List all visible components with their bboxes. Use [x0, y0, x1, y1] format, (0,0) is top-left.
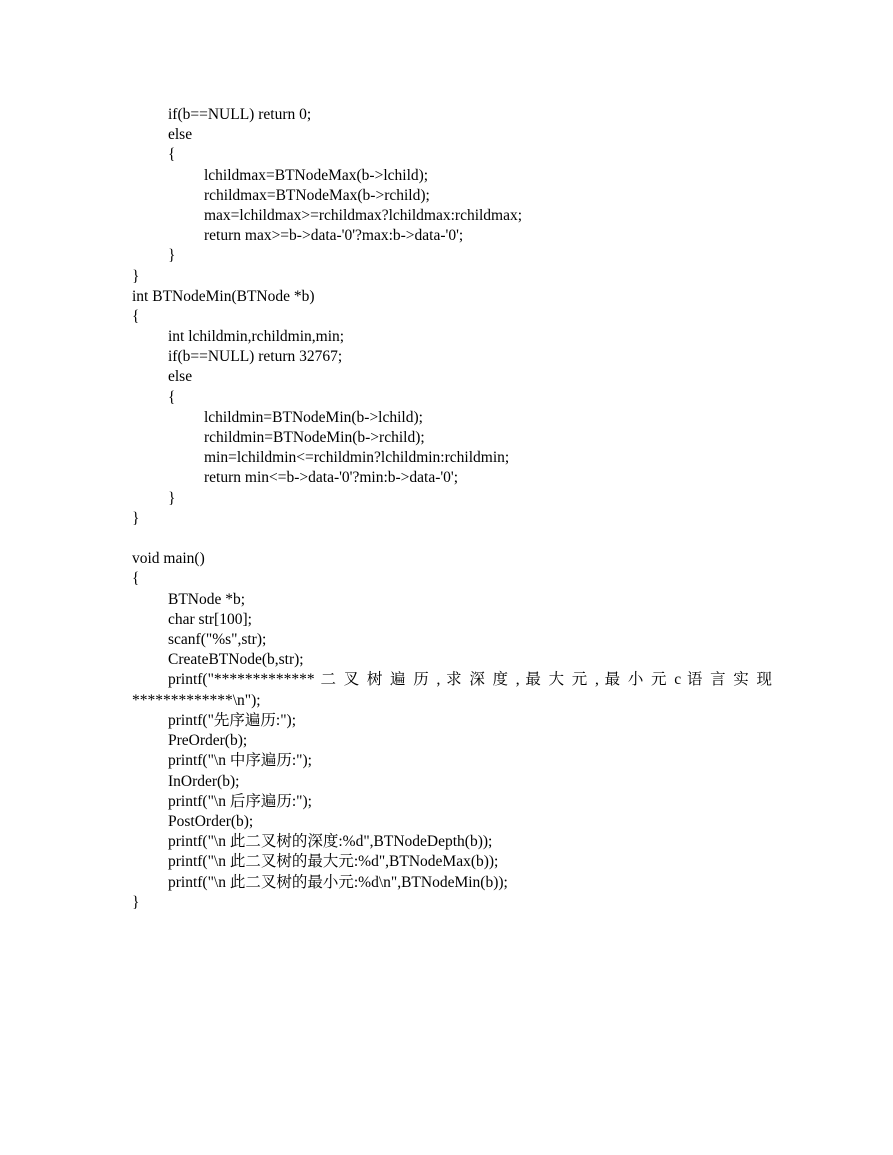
code-line: CreateBTNode(b,str); — [168, 651, 304, 669]
code-line: } — [132, 509, 140, 527]
code-line: lchildmin=BTNodeMin(b->lchild); — [204, 408, 423, 426]
code-line: printf("\n 后序遍历:"); — [168, 792, 312, 810]
code-line: printf("\n 中序遍历:"); — [168, 752, 312, 770]
code-line — [132, 529, 772, 549]
code-line: return min<=b->data-'0'?min:b->data-'0'; — [204, 469, 459, 487]
code-line: max=lchildmax>=rchildmax?lchildmax:rchildmax; — [204, 206, 523, 224]
code-listing — [132, 105, 772, 913]
code-line: } — [168, 489, 176, 507]
code-line: } — [132, 893, 140, 911]
code-line: void main() — [132, 550, 205, 568]
code-line: } — [168, 247, 176, 265]
code-line: printf("\n 此二叉树的深度:%d",BTNodeDepth(b)); — [168, 833, 493, 851]
code-line: { — [168, 388, 176, 406]
code-line: else — [168, 126, 193, 144]
code-line: else — [168, 368, 193, 386]
code-line: if(b==NULL) return 0; — [168, 106, 312, 123]
code-line: { — [132, 307, 140, 325]
code-line: char str[100]; — [168, 610, 252, 628]
code-line: rchildmin=BTNodeMin(b->rchild); — [204, 429, 425, 446]
code-line: } — [132, 267, 140, 285]
code-line: PostOrder(b); — [168, 812, 254, 830]
code-line: int BTNodeMin(BTNode *b) — [132, 287, 315, 305]
code-line-printf-banner: printf("************* 二 叉 树 遍 历 , 求 深 度 , 最 大 元 , 最 小 元 c 语 言 实 现 — [168, 671, 772, 689]
code-line: { — [168, 146, 176, 164]
code-line: if(b==NULL) return 32767; — [168, 348, 343, 366]
code-line: { — [132, 570, 140, 588]
code-line: InOrder(b); — [168, 772, 240, 790]
code-line-printf-banner-continuation: *************\n"); — [132, 691, 261, 709]
code-line: printf("先序遍历:"); — [168, 712, 297, 730]
code-line: scanf("%s",str); — [168, 630, 267, 648]
code-line: rchildmax=BTNodeMax(b->rchild); — [204, 186, 430, 204]
code-line: BTNode *b; — [168, 590, 246, 608]
code-line: printf("\n 此二叉树的最小元:%d\n",BTNodeMin(b)); — [168, 873, 508, 891]
code-line: int lchildmin,rchildmin,min; — [168, 328, 345, 346]
code-line: return max>=b->data-'0'?max:b->data-'0'; — [204, 227, 464, 245]
code-lines-top — [132, 105, 772, 670]
code-line: lchildmax=BTNodeMax(b->lchild); — [204, 166, 429, 184]
code-line: printf("\n 此二叉树的最大元:%d",BTNodeMax(b)); — [168, 853, 499, 871]
code-line: min=lchildmin<=rchildmin?lchildmin:rchildmin; — [204, 449, 510, 467]
code-lines-bottom — [132, 711, 772, 913]
code-line: PreOrder(b); — [168, 732, 248, 750]
